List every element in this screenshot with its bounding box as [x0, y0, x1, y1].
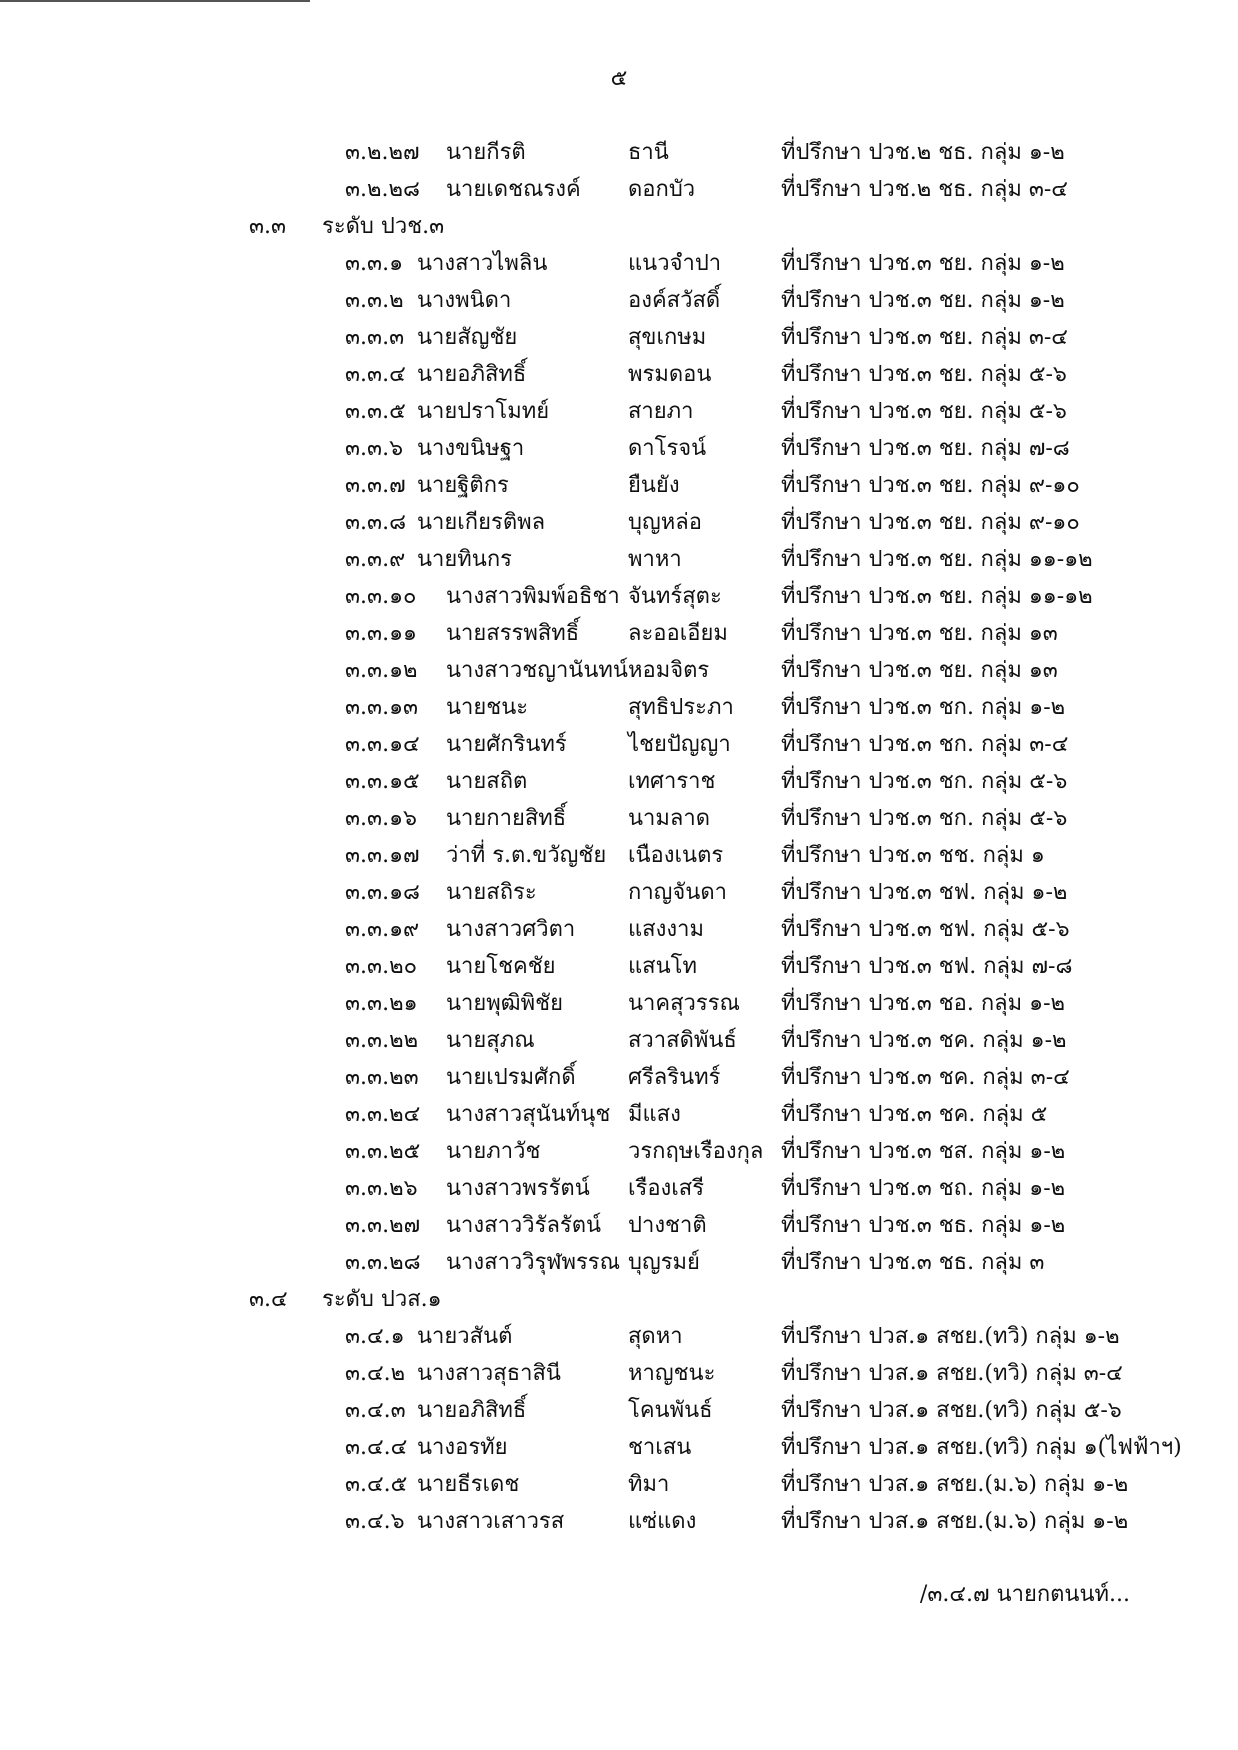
person-first-name: นายสัญชัย [417, 325, 518, 350]
advisor-assignment: ที่ปรึกษา ปวช.๓ ชก. กลุ่ม ๑-๒ [781, 695, 1066, 720]
person-first-name: นายอภิสิทธิ์ [417, 1398, 527, 1423]
personnel-row [0, 282, 1238, 319]
personnel-row [0, 467, 1238, 504]
advisor-assignment: ที่ปรึกษา ปวช.๓ ชค. กลุ่ม ๕ [781, 1102, 1048, 1127]
person-first-name: นางอรทัย [417, 1435, 508, 1460]
personnel-row [0, 1133, 1238, 1170]
person-last-name: กาญจันดา [628, 880, 727, 905]
person-last-name: นาคสุวรรณ [628, 991, 740, 1016]
advisor-assignment: ที่ปรึกษา ปวส.๑ สชย.(ทวิ) กลุ่ม ๕-๖ [781, 1398, 1122, 1423]
item-number: ๓.๓.๙ [345, 547, 406, 572]
item-number: ๓.๔.๓ [345, 1398, 406, 1423]
personnel-row [0, 1207, 1238, 1244]
person-first-name: นายภาวัช [446, 1139, 541, 1164]
advisor-assignment: ที่ปรึกษา ปวช.๒ ชธ. กลุ่ม ๑-๒ [781, 140, 1065, 165]
item-number: ๓.๓.๑๗ [345, 843, 420, 868]
person-last-name: เทศาราช [628, 769, 716, 794]
advisor-assignment: ที่ปรึกษา ปวช.๓ ชฟ. กลุ่ม ๑-๒ [781, 880, 1068, 905]
person-first-name: นางสาวพิมพ์อธิชา [446, 584, 620, 609]
personnel-row [0, 578, 1238, 615]
person-last-name: ชาเสน [628, 1435, 692, 1460]
personnel-row [0, 763, 1238, 800]
person-last-name: แสงงาม [628, 917, 704, 942]
advisor-assignment: ที่ปรึกษา ปวช.๒ ชธ. กลุ่ม ๓-๔ [781, 177, 1068, 202]
personnel-row [0, 171, 1238, 208]
personnel-row [0, 1096, 1238, 1133]
person-first-name: นางสาวสุธาสินี [417, 1361, 561, 1386]
item-number: ๓.๓.๒๑ [345, 991, 418, 1016]
person-first-name: นายวสันต์ [417, 1324, 513, 1349]
person-first-name: นายสุภณ [446, 1028, 535, 1053]
person-first-name: นางสาววิรุฬพรรณ [446, 1250, 621, 1275]
item-number: ๓.๓.๒๓ [345, 1065, 419, 1090]
item-number: ๓.๒.๒๗ [345, 140, 420, 165]
advisor-assignment: ที่ปรึกษา ปวส.๑ สชย.(ทวิ) กลุ่ม ๑-๒ [781, 1324, 1120, 1349]
person-first-name: นายเกียรติพล [417, 510, 546, 535]
person-first-name: นายเปรมศักดิ์ [446, 1065, 576, 1090]
person-last-name: จันทร์สุตะ [628, 584, 722, 609]
person-last-name: สุขเกษม [628, 325, 707, 350]
person-last-name: แนวจำปา [628, 251, 722, 276]
item-number: ๓.๓.๑๐ [345, 584, 417, 609]
item-number: ๓.๓.๑๘ [345, 880, 421, 905]
advisor-assignment: ที่ปรึกษา ปวช.๓ ชก. กลุ่ม ๓-๔ [781, 732, 1069, 757]
personnel-row [0, 985, 1238, 1022]
section-number: ๓.๓ [249, 214, 287, 239]
person-last-name: บุญหล่อ [628, 510, 702, 535]
person-first-name: นางพนิดา [417, 288, 512, 313]
person-first-name: นางสาวพรรัตน์ [446, 1176, 590, 1201]
person-first-name: นางสาวชญานันทน์ [446, 658, 628, 683]
person-last-name: ธานี [628, 140, 669, 165]
advisor-assignment: ที่ปรึกษา ปวช.๓ ชก. กลุ่ม ๕-๖ [781, 769, 1068, 794]
personnel-row [0, 1244, 1238, 1281]
advisor-assignment: ที่ปรึกษา ปวส.๑ สชย.(ทวิ) กลุ่ม ๓-๔ [781, 1361, 1123, 1386]
person-last-name: นามลาด [628, 806, 711, 831]
advisor-assignment: ที่ปรึกษา ปวช.๓ ชส. กลุ่ม ๑-๒ [781, 1139, 1066, 1164]
item-number: ๓.๓.๕ [345, 399, 406, 424]
personnel-row [0, 911, 1238, 948]
item-number: ๓.๓.๒ [345, 288, 404, 313]
advisor-assignment: ที่ปรึกษา ปวช.๓ ชช. กลุ่ม ๑ [781, 843, 1045, 868]
personnel-row [0, 430, 1238, 467]
item-number: ๓.๓.๑๕ [345, 769, 420, 794]
advisor-assignment: ที่ปรึกษา ปวช.๓ ชค. กลุ่ม ๓-๔ [781, 1065, 1070, 1090]
person-last-name: สายภา [628, 399, 694, 424]
item-number: ๓.๓.๑๑ [345, 621, 417, 646]
person-last-name: บุญรมย์ [628, 1250, 700, 1275]
item-number: ๓.๓.๑๖ [345, 806, 417, 831]
section-heading-row [0, 208, 1238, 245]
advisor-assignment: ที่ปรึกษา ปวช.๓ ชธ. กลุ่ม ๑-๒ [781, 1213, 1066, 1238]
advisor-assignment: ที่ปรึกษา ปวช.๓ ชค. กลุ่ม ๑-๒ [781, 1028, 1067, 1053]
item-number: ๓.๓.๑ [345, 251, 404, 276]
person-first-name: นางสาววิรัลรัตน์ [446, 1213, 602, 1238]
item-number: ๓.๓.๑๔ [345, 732, 420, 757]
advisor-assignment: ที่ปรึกษา ปวช.๓ ชอ. กลุ่ม ๑-๒ [781, 991, 1066, 1016]
top-rule [0, 0, 310, 2]
person-last-name: เนืองเนตร [628, 843, 724, 868]
person-last-name: ดาโรจน์ [628, 436, 707, 461]
personnel-row [0, 245, 1238, 282]
item-number: ๓.๓.๒๘ [345, 1250, 421, 1275]
personnel-row [0, 1318, 1238, 1355]
item-number: ๓.๒.๒๘ [345, 177, 421, 202]
item-number: ๓.๔.๔ [345, 1435, 408, 1460]
person-last-name: ละออเอียม [628, 621, 728, 646]
person-first-name: นายสถิระ [446, 880, 537, 905]
personnel-row [0, 837, 1238, 874]
person-first-name: นายสถิต [446, 769, 528, 794]
advisor-assignment: ที่ปรึกษา ปวช.๓ ชย. กลุ่ม ๓-๔ [781, 325, 1068, 350]
person-first-name: นายชนะ [446, 695, 529, 720]
personnel-row [0, 1503, 1238, 1540]
person-last-name: ทิมา [628, 1472, 670, 1497]
person-last-name: สุทธิประภา [628, 695, 734, 720]
personnel-row [0, 1466, 1238, 1503]
personnel-row [0, 393, 1238, 430]
person-first-name: นางขนิษฐา [417, 436, 525, 461]
item-number: ๓.๓.๒๗ [345, 1213, 421, 1238]
section-number: ๓.๔ [249, 1287, 288, 1312]
person-last-name: พาหา [628, 547, 682, 572]
section-heading-row [0, 1281, 1238, 1318]
advisor-assignment: ที่ปรึกษา ปวช.๓ ชธ. กลุ่ม ๓ [781, 1250, 1045, 1275]
person-first-name: นางสาวไพลิน [417, 251, 548, 276]
person-last-name: แสนโท [628, 954, 697, 979]
personnel-row [0, 800, 1238, 837]
person-first-name: นายปราโมทย์ [417, 399, 550, 424]
advisor-assignment: ที่ปรึกษา ปวส.๑ สชย.(ม.๖) กลุ่ม ๑-๒ [781, 1472, 1129, 1497]
section-title: ระดับ ปวช.๓ [322, 214, 445, 239]
item-number: ๓.๓.๑๙ [345, 917, 420, 942]
person-first-name: นางสาวสุนันท์นุช [446, 1102, 611, 1127]
personnel-list [0, 134, 1238, 1540]
person-first-name: นายพุฒิพิชัย [446, 991, 563, 1016]
person-last-name: หาญชนะ [628, 1361, 716, 1386]
item-number: ๓.๔.๒ [345, 1361, 406, 1386]
personnel-row [0, 356, 1238, 393]
advisor-assignment: ที่ปรึกษา ปวช.๓ ชย. กลุ่ม ๗-๘ [781, 436, 1070, 461]
person-first-name: นายสรรพสิทธิ์ [446, 621, 580, 646]
item-number: ๓.๓.๒๒ [345, 1028, 419, 1053]
advisor-assignment: ที่ปรึกษา ปวช.๓ ชก. กลุ่ม ๕-๖ [781, 806, 1068, 831]
personnel-row [0, 1170, 1238, 1207]
person-last-name: ศรีลรินทร์ [628, 1065, 721, 1090]
person-last-name: ยืนยัง [628, 473, 680, 498]
person-first-name: ว่าที่ ร.ต.ขวัญชัย [446, 843, 607, 868]
person-first-name: นางสาวศวิตา [446, 917, 576, 942]
person-last-name: ไชยปัญญา [628, 732, 731, 757]
personnel-row [0, 1392, 1238, 1429]
item-number: ๓.๓.๑๓ [345, 695, 419, 720]
advisor-assignment: ที่ปรึกษา ปวช.๓ ชย. กลุ่ม ๙-๑๐ [781, 473, 1080, 498]
person-first-name: นายกีรติ [446, 140, 526, 165]
item-number: ๓.๔.๑ [345, 1324, 405, 1349]
personnel-row [0, 948, 1238, 985]
person-last-name: มีแสง [628, 1102, 681, 1127]
personnel-row [0, 1355, 1238, 1392]
personnel-row [0, 652, 1238, 689]
item-number: ๓.๓.๒๕ [345, 1139, 421, 1164]
personnel-row [0, 1429, 1238, 1466]
advisor-assignment: ที่ปรึกษา ปวช.๓ ชย. กลุ่ม ๕-๖ [781, 399, 1067, 424]
advisor-assignment: ที่ปรึกษา ปวช.๓ ชย. กลุ่ม ๑๑-๑๒ [781, 547, 1093, 572]
advisor-assignment: ที่ปรึกษา ปวช.๓ ชย. กลุ่ม ๑๓ [781, 621, 1058, 646]
person-first-name: นายเดชณรงค์ [446, 177, 581, 202]
personnel-row [0, 1022, 1238, 1059]
item-number: ๓.๓.๒๖ [345, 1176, 418, 1201]
item-number: ๓.๓.๓ [345, 325, 405, 350]
item-number: ๓.๔.๖ [345, 1509, 405, 1534]
personnel-row [0, 319, 1238, 356]
advisor-assignment: ที่ปรึกษา ปวช.๓ ชย. กลุ่ม ๑-๒ [781, 251, 1065, 276]
person-last-name: หอมจิตร [628, 658, 710, 683]
advisor-assignment: ที่ปรึกษา ปวช.๓ ชย. กลุ่ม ๑-๒ [781, 288, 1065, 313]
advisor-assignment: ที่ปรึกษา ปวส.๑ สชย.(ม.๖) กลุ่ม ๑-๒ [781, 1509, 1129, 1534]
person-first-name: นายทินกร [417, 547, 512, 572]
person-last-name: สุดหา [628, 1324, 683, 1349]
person-last-name: เรืองเสรี [628, 1176, 705, 1201]
person-last-name: ดอกบัว [628, 177, 696, 202]
advisor-assignment: ที่ปรึกษา ปวช.๓ ชย. กลุ่ม ๕-๖ [781, 362, 1067, 387]
person-first-name: นายกายสิทธิ์ [446, 806, 567, 831]
personnel-row [0, 134, 1238, 171]
person-last-name: โคนพันธ์ [628, 1398, 713, 1423]
person-last-name: วรกฤษเรืองกุล [628, 1139, 764, 1164]
item-number: ๓.๔.๕ [345, 1472, 408, 1497]
person-first-name: นายอภิสิทธิ์ [417, 362, 527, 387]
personnel-row [0, 1059, 1238, 1096]
person-last-name: สวาสดิพันธ์ [628, 1028, 737, 1053]
personnel-row [0, 689, 1238, 726]
advisor-assignment: ที่ปรึกษา ปวช.๓ ชฟ. กลุ่ม ๗-๘ [781, 954, 1073, 979]
advisor-assignment: ที่ปรึกษา ปวช.๓ ชย. กลุ่ม ๑๓ [781, 658, 1058, 683]
person-first-name: นางสาวเสาวรส [417, 1509, 565, 1534]
section-title: ระดับ ปวส.๑ [322, 1287, 442, 1312]
personnel-row [0, 541, 1238, 578]
person-first-name: นายฐิติกร [417, 473, 509, 498]
continuation-note: /๓.๔.๗ นายกตนนท์... [919, 1582, 1130, 1607]
personnel-row [0, 874, 1238, 911]
item-number: ๓.๓.๑๒ [345, 658, 418, 683]
person-first-name: นายศักรินทร์ [446, 732, 567, 757]
page-number: ๕ [610, 66, 628, 91]
advisor-assignment: ที่ปรึกษา ปวส.๑ สชย.(ทวิ) กลุ่ม ๑(ไฟฟ้าฯ) [781, 1435, 1182, 1460]
person-last-name: พรมดอน [628, 362, 712, 387]
person-last-name: ปางชาติ [628, 1213, 707, 1238]
person-last-name: องค์สวัสดิ์ [628, 288, 721, 313]
personnel-row [0, 615, 1238, 652]
item-number: ๓.๓.๖ [345, 436, 404, 461]
person-first-name: นายโชคชัย [446, 954, 556, 979]
advisor-assignment: ที่ปรึกษา ปวช.๓ ชย. กลุ่ม ๑๑-๑๒ [781, 584, 1093, 609]
advisor-assignment: ที่ปรึกษา ปวช.๓ ชย. กลุ่ม ๙-๑๐ [781, 510, 1080, 535]
person-last-name: แซ่แดง [628, 1509, 697, 1534]
item-number: ๓.๓.๘ [345, 510, 407, 535]
advisor-assignment: ที่ปรึกษา ปวช.๓ ชถ. กลุ่ม ๑-๒ [781, 1176, 1066, 1201]
advisor-assignment: ที่ปรึกษา ปวช.๓ ชฟ. กลุ่ม ๕-๖ [781, 917, 1070, 942]
item-number: ๓.๓.๗ [345, 473, 406, 498]
item-number: ๓.๓.๒๔ [345, 1102, 421, 1127]
item-number: ๓.๓.๒๐ [345, 954, 417, 979]
personnel-row [0, 726, 1238, 763]
person-first-name: นายธีรเดช [417, 1472, 520, 1497]
item-number: ๓.๓.๔ [345, 362, 406, 387]
personnel-row [0, 504, 1238, 541]
